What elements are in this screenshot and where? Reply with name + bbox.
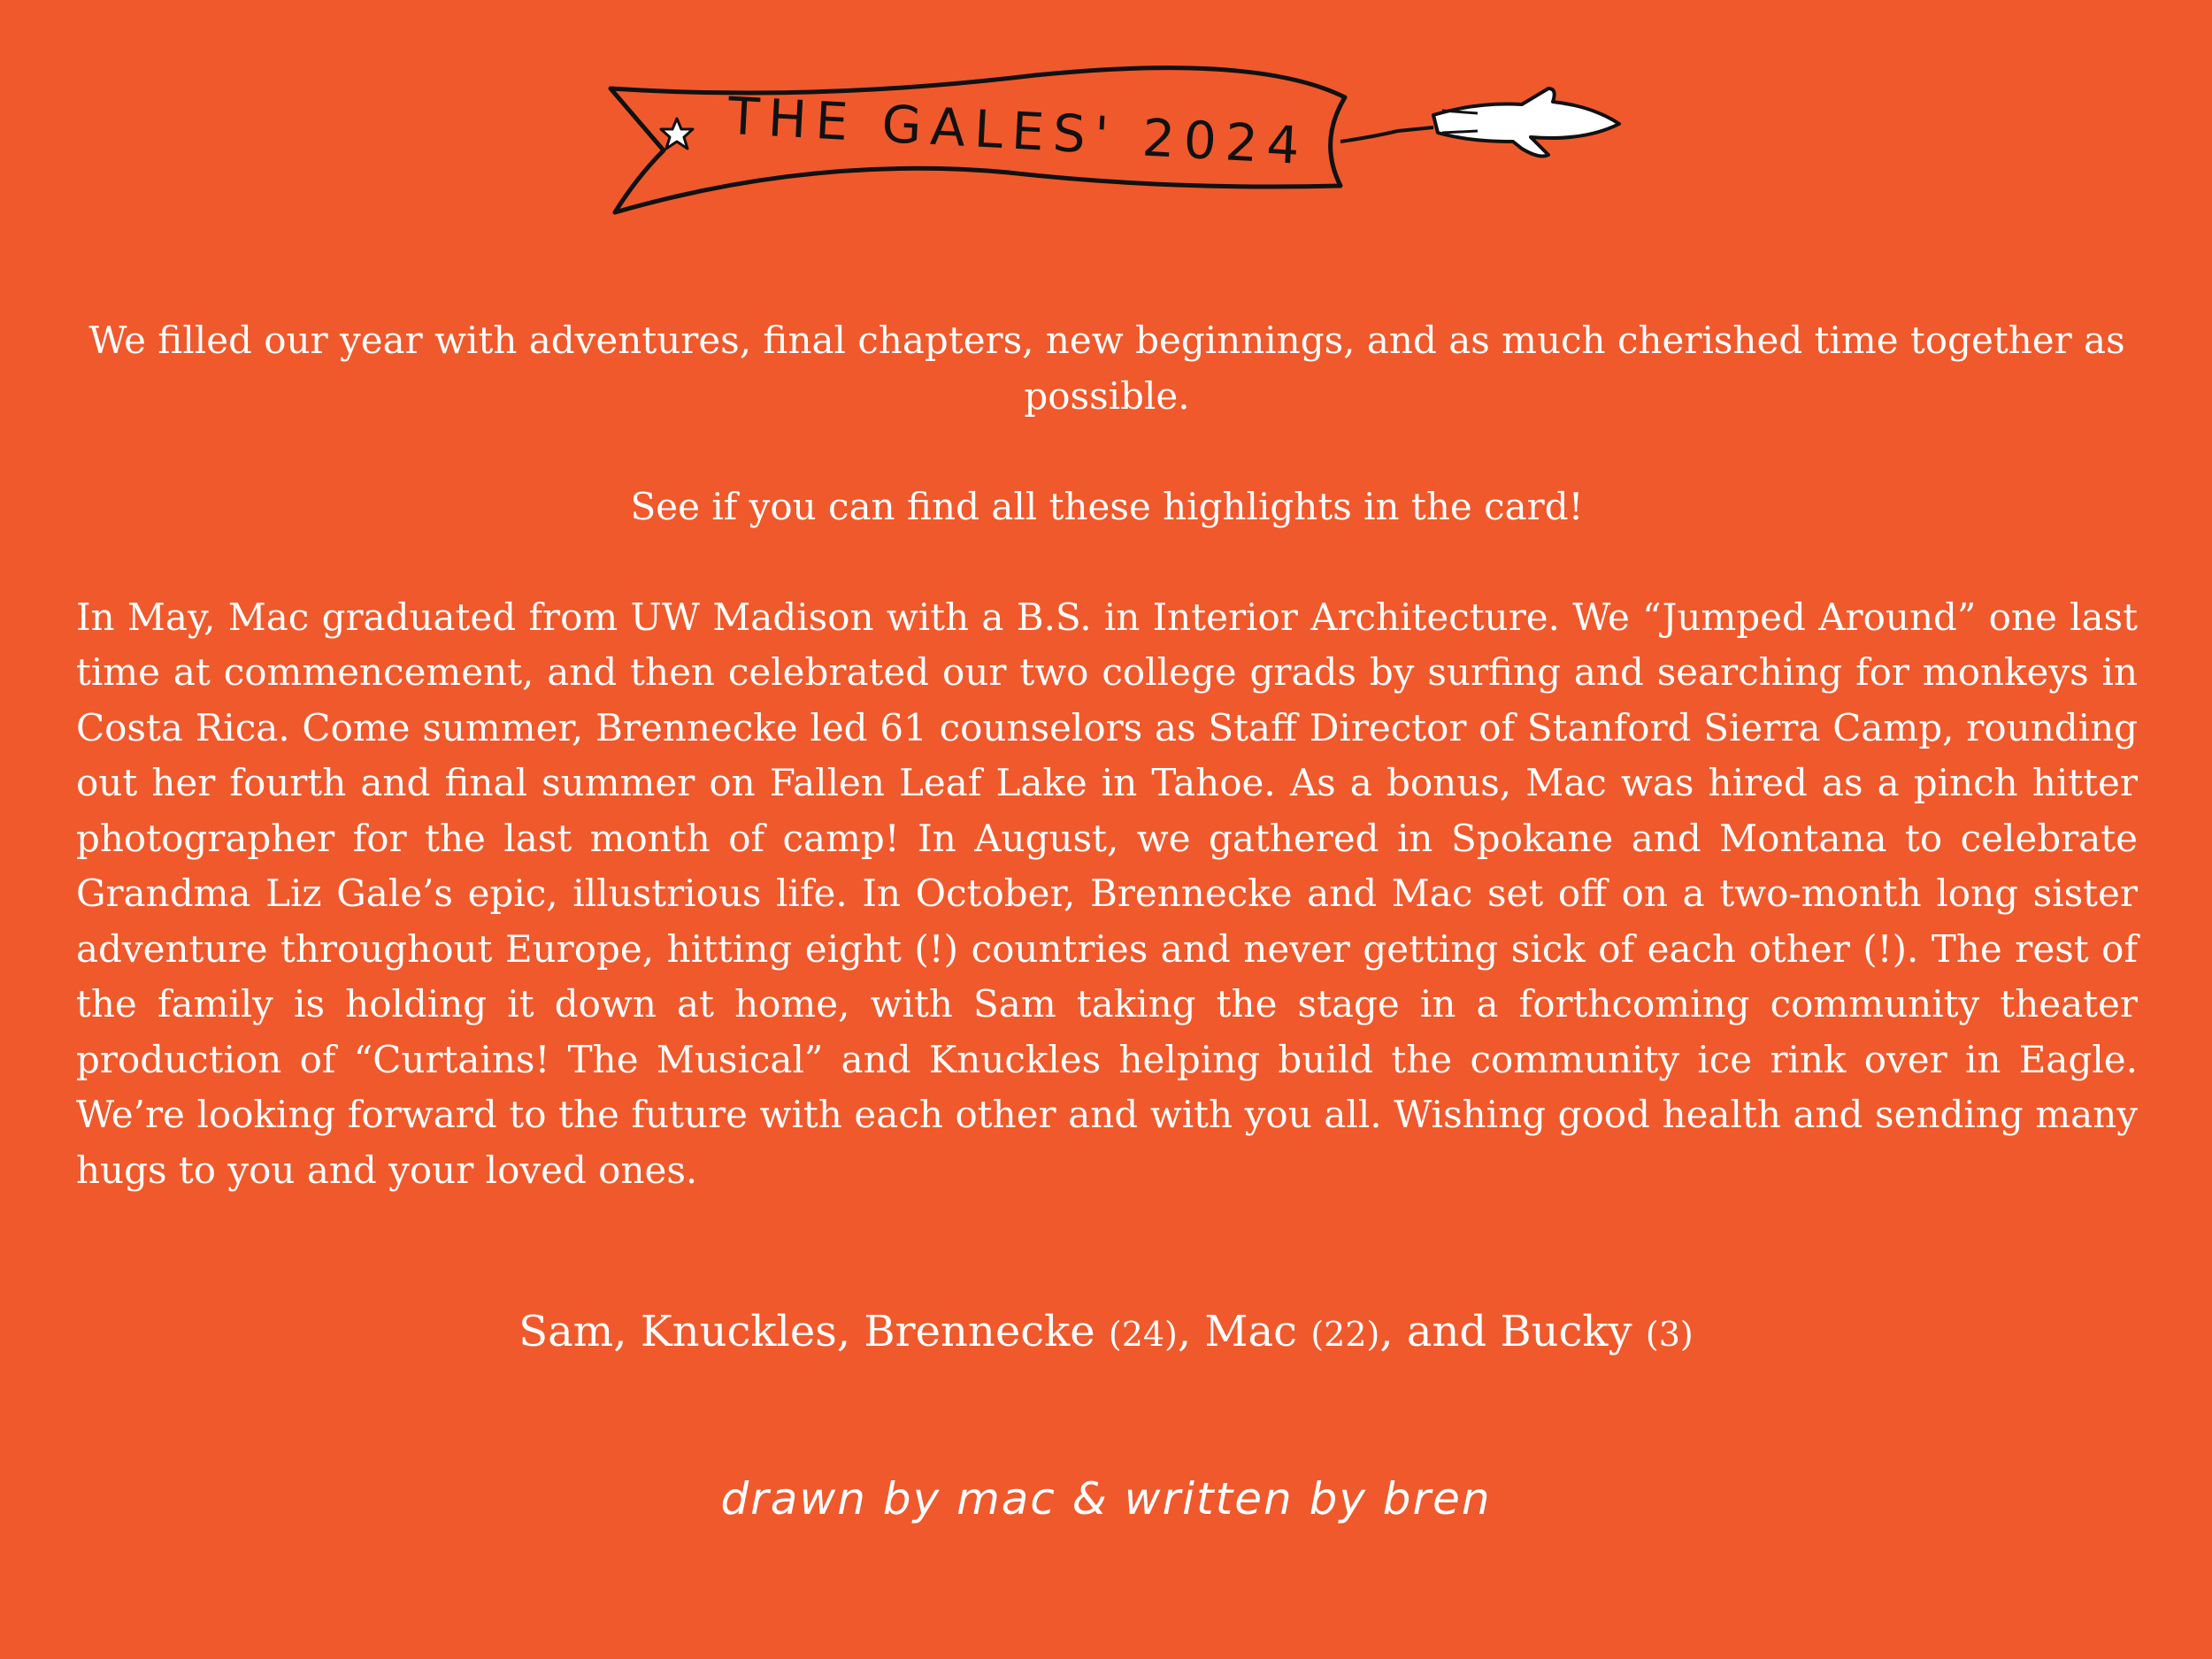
banner-title: THE GALES' 2024	[726, 85, 1310, 177]
age-brennecke: (24)	[1108, 1315, 1178, 1354]
tow-rope	[1340, 127, 1433, 142]
credit-line: drawn by mac & written by bren	[720, 1473, 1492, 1525]
intro-paragraph: We filled our year with adventures, final chapters, new beginnings, and as much cherished time together as possible.	[88, 319, 2125, 418]
letter-body	[76, 313, 2138, 1198]
age-mac: (22)	[1310, 1315, 1380, 1354]
airplane-icon	[1433, 88, 1619, 156]
title-banner	[593, 53, 1628, 230]
signoff-mid: , Mac	[1177, 1307, 1311, 1356]
prompt-line: See if you can find all these highlights in the card!	[630, 484, 1584, 528]
age-bucky: (3)	[1645, 1315, 1694, 1354]
family-signoff	[0, 1301, 2212, 1365]
signoff-lead: Sam, Knuckles, Brennecke	[518, 1307, 1109, 1356]
signoff-tail: , and Bucky	[1379, 1307, 1646, 1356]
highlights-paragraph: In May, Mac graduated from UW Madison with a B.S. in Interior Architecture. We “Jumped Around” one last time at commencement, and then celebrated our two college grads by surfing and searching for monkeys in Costa Rica. Come summer, Brennecke led 61 counselors as Staff Director of Stanford Sierra Camp, rounding out her fourth and final summer on Fallen Leaf Lake in Tahoe. As a bonus, Mac was hired as a pinch hitter photographer for the last month of camp! In August, we gathered in Spokane and Montana to celebrate Grandma Liz Gale’s epic, illustrious life. In October, Brennecke and Mac set off on a two-month long sister adventure throughout Europe, hitting eight (!) countries and never getting sick of each other (!). The rest of the family is holding it down at home, with Sam taking the stage in a forthcoming community theater production of “Curtains! The Musical” and Knuckles helping build the community ice rink over in Eagle. We’re looking forward to the future with each other and with you all. Wishing good health and sending many hugs to you and your loved ones.	[76, 595, 2138, 1192]
star-icon	[661, 119, 693, 149]
